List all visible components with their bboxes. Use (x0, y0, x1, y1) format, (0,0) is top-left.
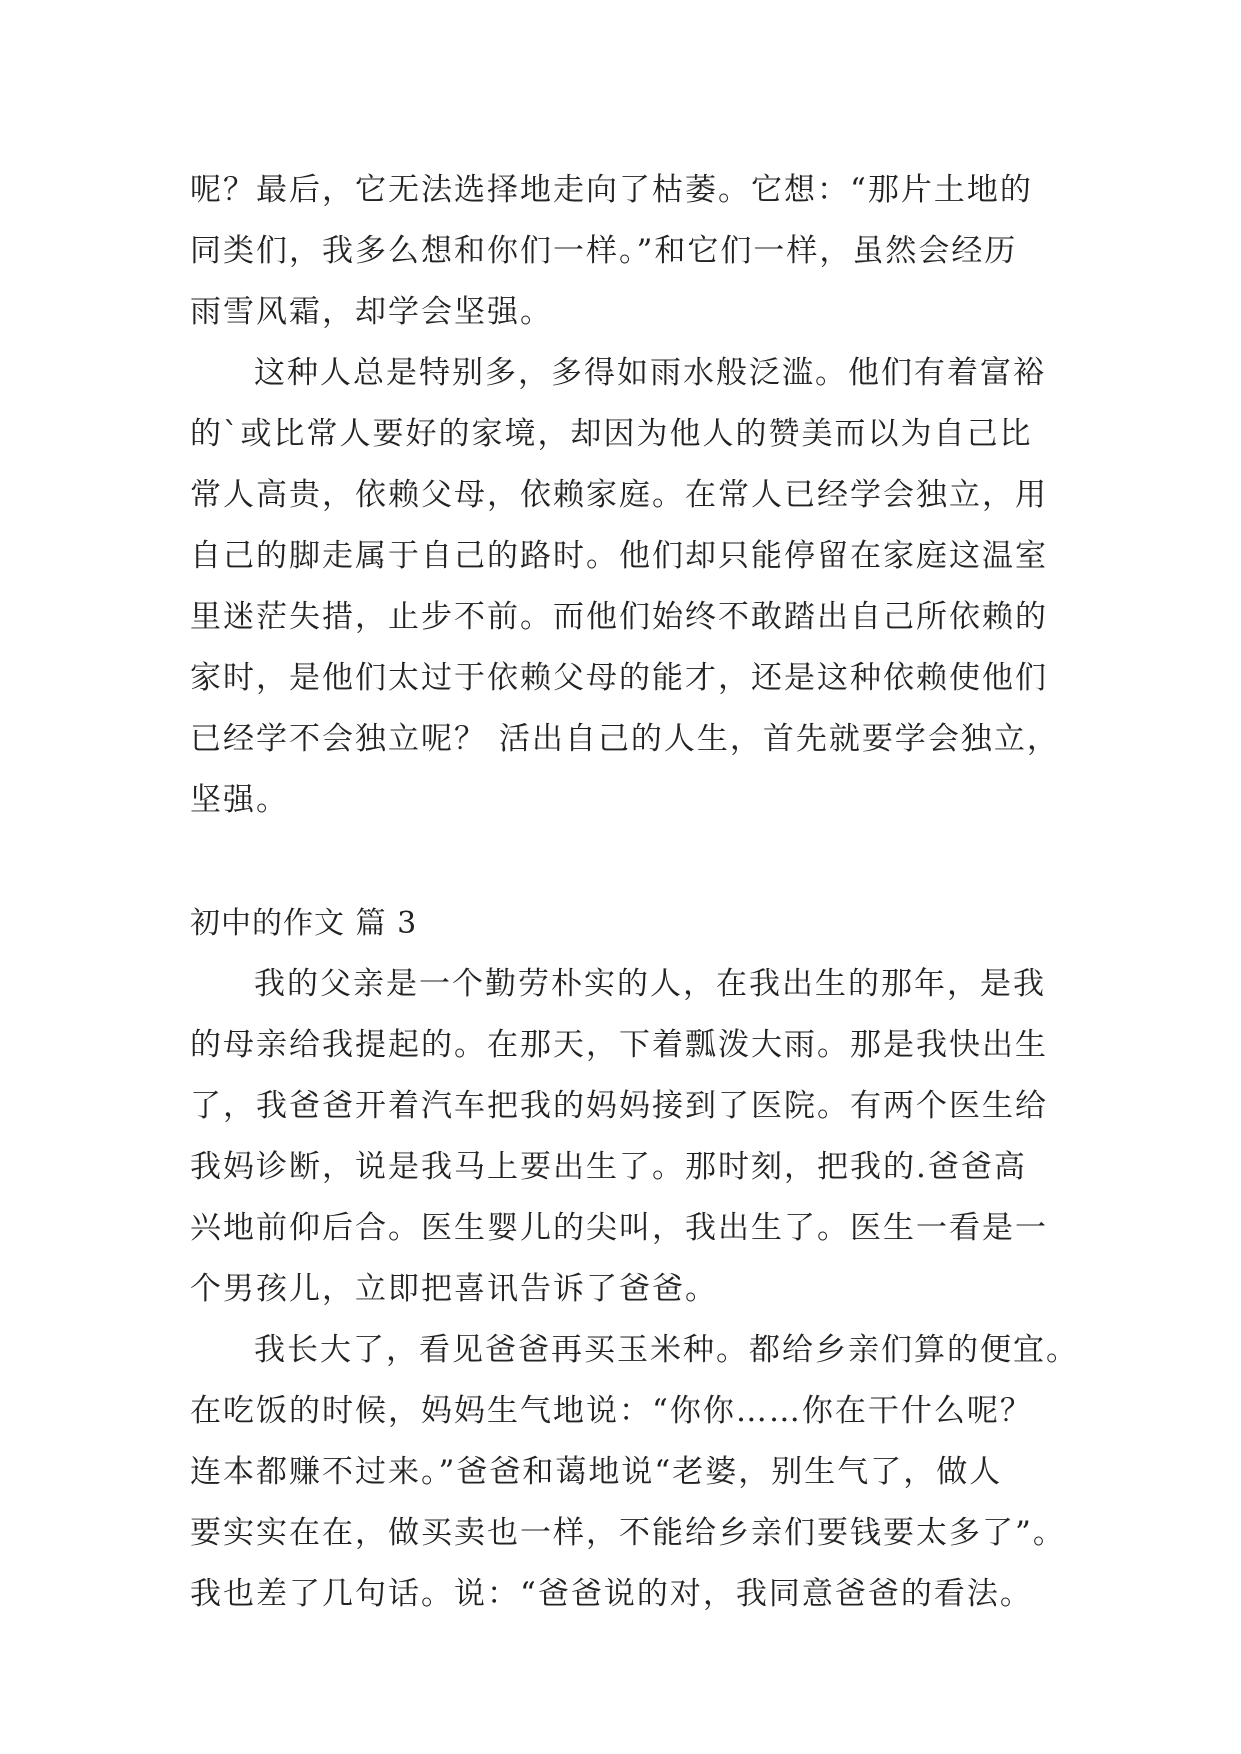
document-body (190, 160, 1079, 1625)
text-line: 家时，是他们太过于依赖父母的能才，还是这种依赖使他们 (190, 660, 1048, 696)
text-line: 的母亲给我提起的。在那天，下着瓢泼大雨。那是我快出生 (190, 1027, 1048, 1063)
text-line: 我也差了几句话。说：“爸爸说的对，我同意爸爸的看法。 (190, 1576, 1033, 1612)
text-line: 自己的脚走属于自己的路时。他们却只能停留在家庭这温室 (190, 538, 1048, 574)
text-line: 常人高贵，依赖父母，依赖家庭。在常人已经学会独立，用 (190, 477, 1048, 513)
text-line: 个男孩儿，立即把喜讯告诉了爸爸。 (190, 1271, 718, 1307)
text-line: 坚强。 (190, 782, 289, 818)
text-line: 我妈诊断，说是我马上要出生了。那时刻，把我的.爸爸高 (190, 1149, 1027, 1185)
text-line: 同类们，我多么想和你们一样。”和它们一样，虽然会经历 (190, 233, 1018, 269)
text-line: 雨雪风霜，却学会坚强。 (190, 294, 553, 330)
text-line: 在吃饭的时候，妈妈生气地说：“你你……你在干什么呢？ (190, 1393, 1033, 1429)
text-line: 里迷茫失措，止步不前。而他们始终不敢踏出自己所依赖的 (190, 599, 1048, 635)
text-line: 了，我爸爸开着汽车把我的妈妈接到了医院。有两个医生给 (190, 1088, 1048, 1124)
text-line: 兴地前仰后合。医生婴儿的尖叫，我出生了。医生一看是一 (190, 1210, 1048, 1246)
text-line: 的`或比常人要好的家境，却因为他人的赞美而以为自己比 (190, 416, 1033, 452)
paragraph (190, 160, 1070, 343)
text-line: 这种人总是特别多，多得如雨水般泛滥。他们有着富裕 (254, 355, 1046, 391)
text-line: 我长大了，看见爸爸再买玉米种。都给乡亲们算的便宜。 (254, 1332, 1079, 1368)
text-line: 我的父亲是一个勤劳朴实的人，在我出生的那年，是我 (254, 966, 1046, 1002)
text-line: 要实实在在，做买卖也一样，不能给乡亲们要钱要太多了”。 (190, 1515, 1066, 1551)
section-title: 初中的作文 篇 3 (190, 906, 418, 941)
text-line: 已经学不会独立呢？ 活出自己的人生，首先就要学会独立， (190, 721, 1060, 757)
paragraph (190, 1320, 1079, 1625)
text-line: 连本都赚不过来。”爸爸和蔼地说“老婆，别生气了，做人 (190, 1454, 1003, 1490)
paragraph (190, 343, 1070, 831)
paragraph (190, 954, 1070, 1320)
text-line: 呢？最后，它无法选择地走向了枯萎。它想：“那片土地的 (190, 172, 1033, 208)
